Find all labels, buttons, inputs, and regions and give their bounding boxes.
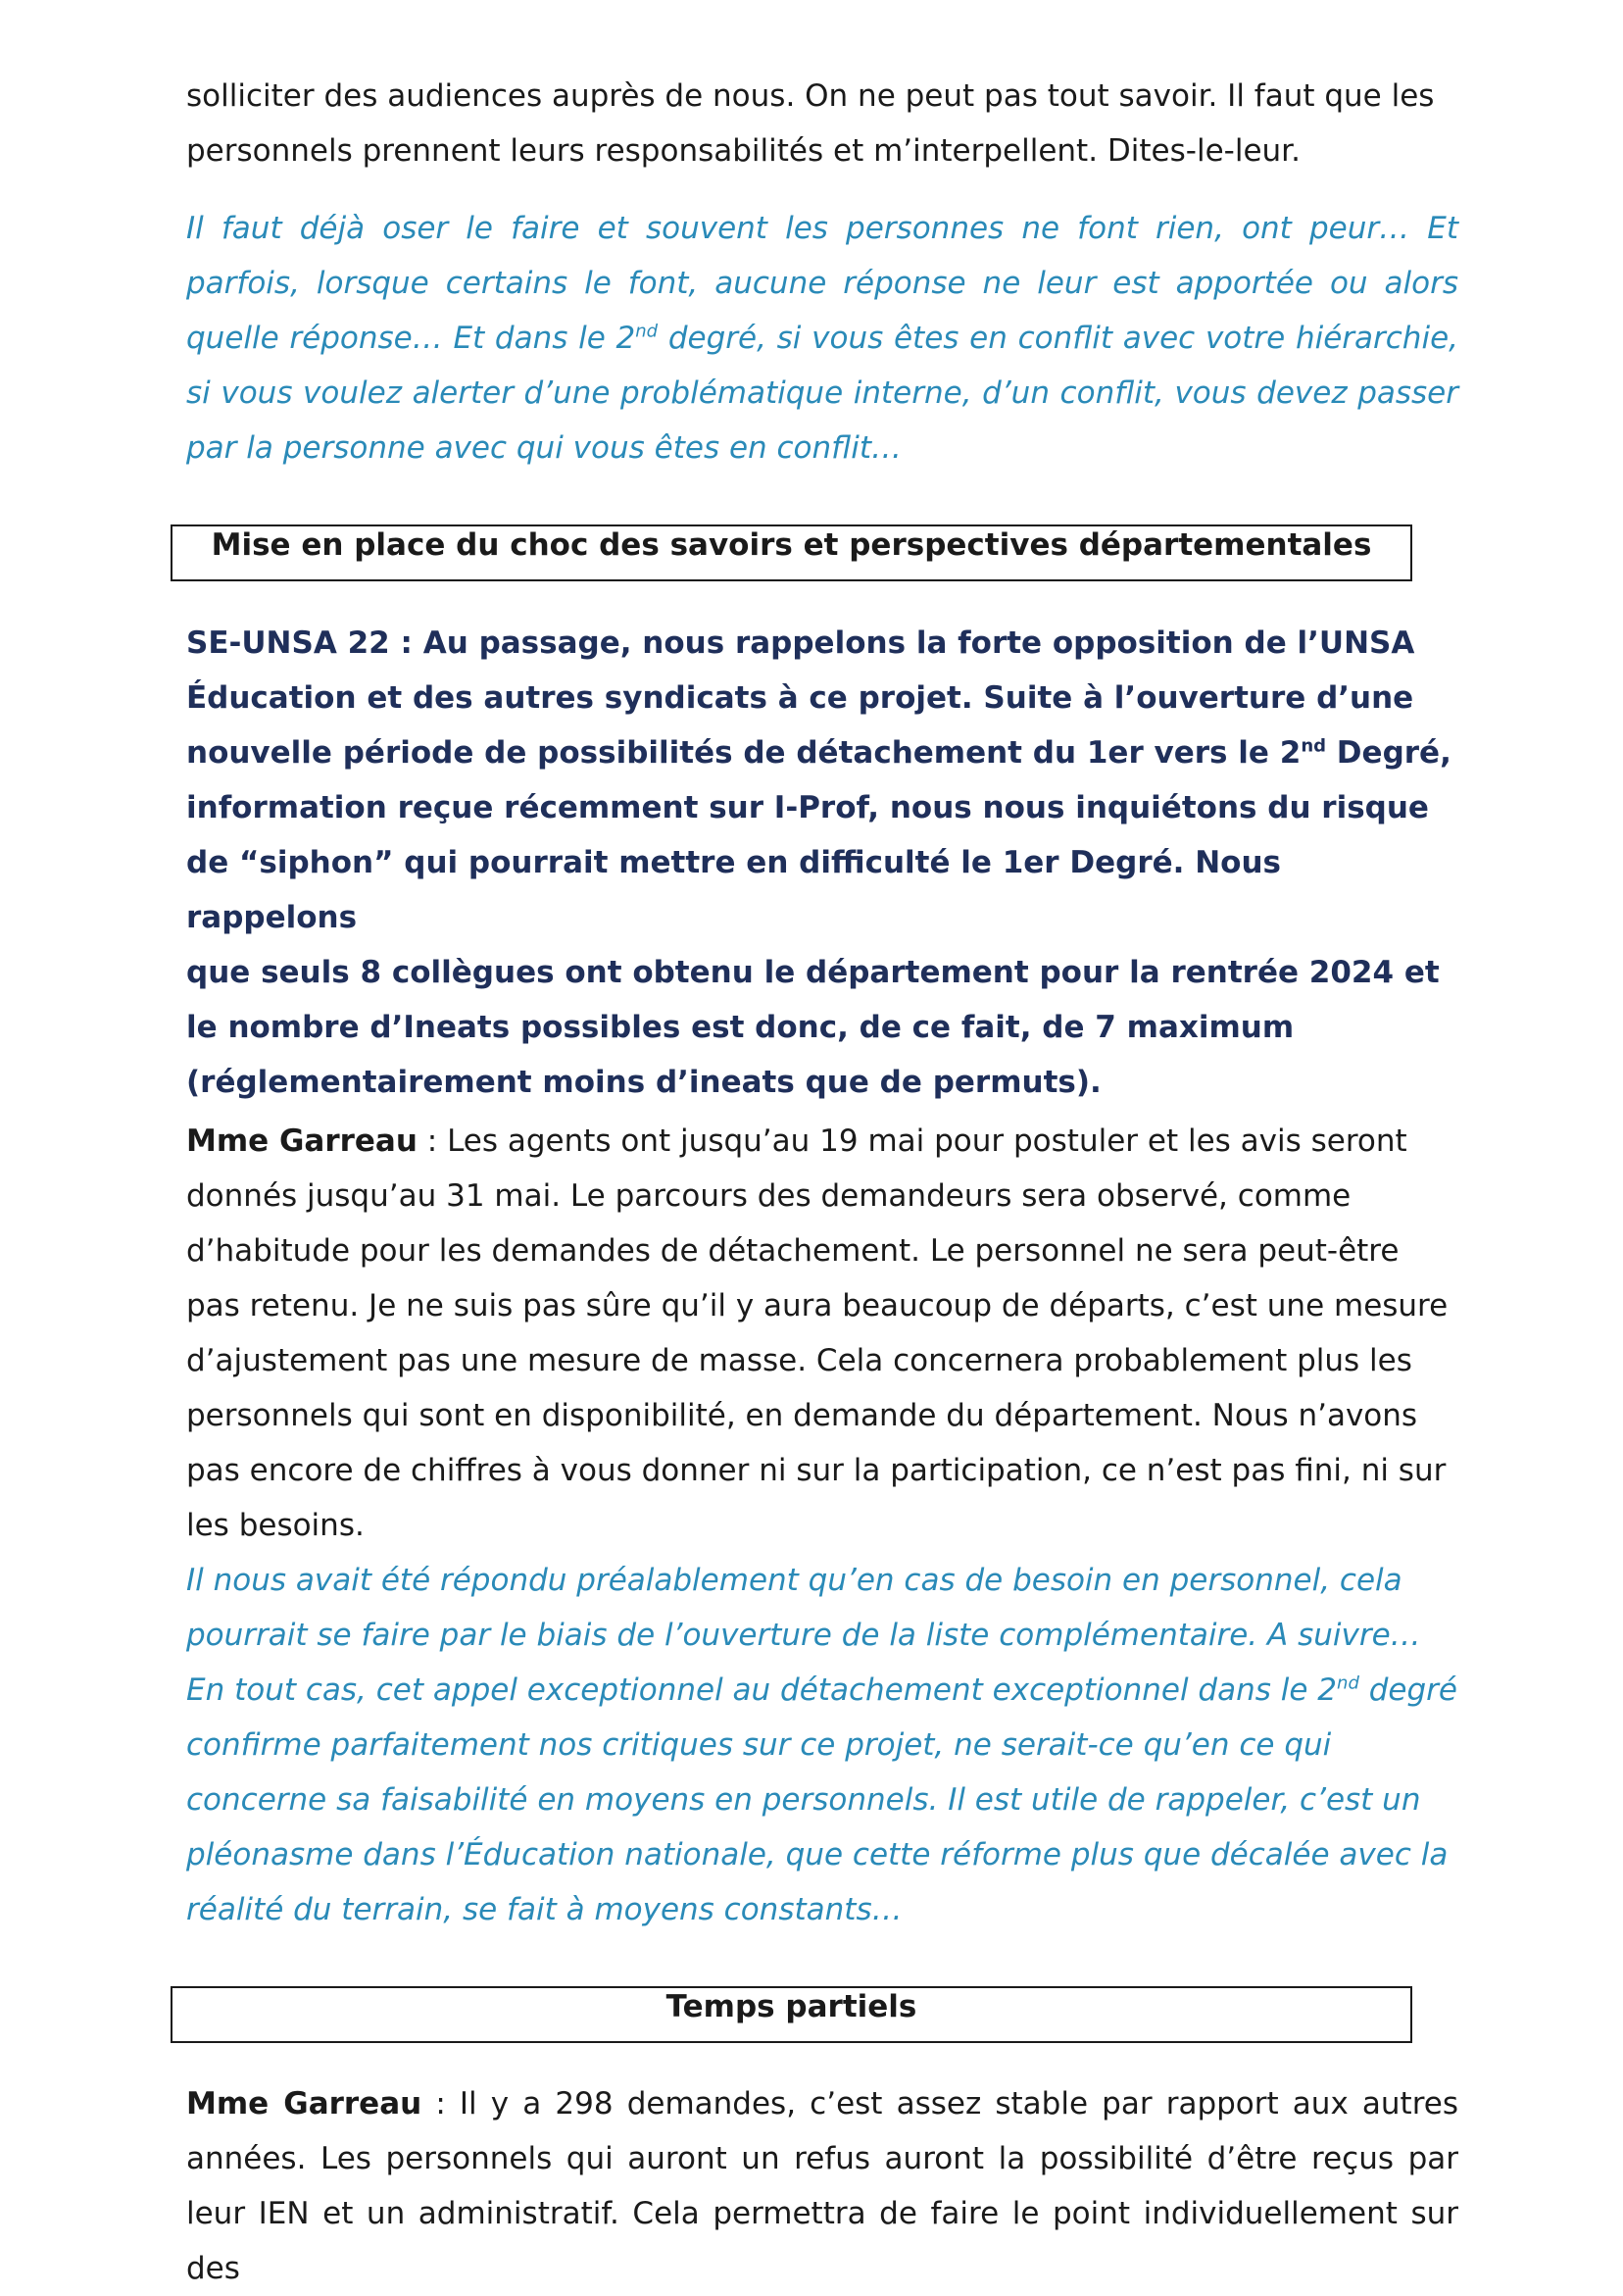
speaker-name: Mme Garreau	[186, 1123, 418, 1159]
speaker-name: Mme Garreau	[186, 2086, 422, 2121]
text-line: personnels prennent leurs responsabilités et m’interpellent. Dites-le-leur.	[186, 133, 1301, 169]
section-heading-choc-des-savoirs: Mise en place du choc des savoirs et perspectives départementales	[171, 524, 1412, 581]
section-heading-temps-partiels: Temps partiels	[171, 1986, 1412, 2043]
garreau-response-detachement: Mme Garreau : Les agents ont jusqu’au 19 mai pour postuler et les avis seront donnés jusqu’au 31 mai. Le parcours des demandeurs sera observé, comme d’habitude pour les demandes de détachement. Le personnel ne sera peut-être pas retenu. Je ne suis pas sûre qu’il y aura beaucoup de départs, c’est une mesure d’ajustement pas une mesure de masse. Cela concernera probablement plus les personnels qui sont en disponibilité, en demande du département. Nous n’avons pas encore de chiffres à vous donner ni sur la participation, ce n’est pas fini, ni sur les besoins.	[186, 1123, 1449, 1543]
comment-paragraph-1: Il faut déjà oser le faire et souvent les personnes ne font rien, ont peur… Et parfois, lorsque certains le font, aucune réponse ne leur est apportée ou alors quelle réponse… Et dans le 2nd degré, si vous êtes en conflit avec votre hiérarchie, si vous voulez alerter d’une problématique interne, d’un conflit, vous devez passer par la personne avec qui vous êtes en conflit…	[186, 211, 1458, 466]
comment-paragraph-2: Il nous avait été répondu préalablement qu’en cas de besoin en personnel, cela pourrait se faire par le biais de l’ouverture de la liste complémentaire. A suivre… En tout cas, cet appel exceptionnel au détachement exceptionnel dans le 2nd degré confirme parfaitement nos critiques sur ce projet, ne serait-ce qu’en ce qui concerne sa faisabilité en moyens en personnels. Il est utile de rappeler, c’est un pléonasme dans l’Éducation nationale, que cette réforme plus que décalée avec la réalité du terrain, se fait à moyens constants…	[186, 1563, 1457, 1927]
paragraph-intro	[186, 69, 1458, 178]
se-unsa-statement: SE-UNSA 22 : Au passage, nous rappelons la forte opposition de l’UNSA Éducation et des autres syndicats à ce projet. Suite à l’ouverture d’une nouvelle période de possibilités de détachement du 1er vers le 2nd Degré, information reçue récemment sur I-Prof, nous nous inquiétons du risque de “siphon” qui pourrait mettre en difficulté le 1er Degré. Nous rappelons que seuls 8 collègues ont obtenu le département pour la rentrée 2024 et le nombre d’Ineats possibles est donc, de ce fait, de 7 maximum (réglementairement moins d’ineats que de permuts).	[186, 625, 1451, 1100]
text-line: solliciter des audiences auprès de nous. On ne peut pas tout savoir. Il faut que les	[186, 78, 1435, 114]
garreau-response-temps-partiels: Mme Garreau : Il y a 298 demandes, c’est assez stable par rapport aux autres années. Les personnels qui auront un refus auront la possibilité d’être reçus par leur IEN et un administratif. Cela permettra de faire le point individuellement sur des	[186, 2086, 1459, 2286]
